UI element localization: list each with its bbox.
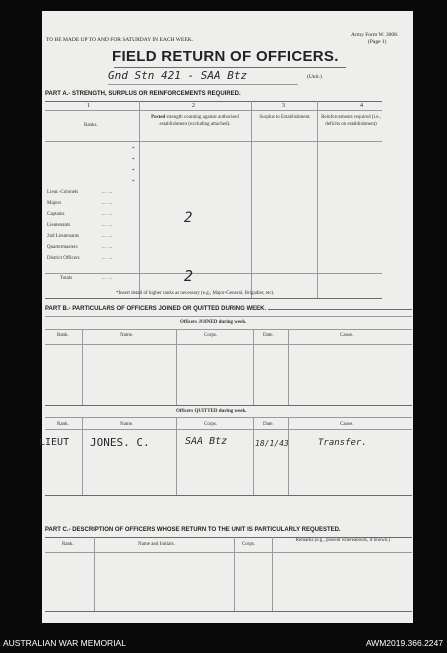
footer-left-text: AUSTRALIAN WAR MEMORIAL	[3, 638, 126, 648]
unit-name: Gnd Stn 421 - SAA Btz	[108, 69, 248, 82]
quitted-col-rank: Rank.	[57, 422, 69, 427]
part-a-footnote: *Insert detail of higher ranks as necessary (e.g., Major-General, Brigadier, etc).	[116, 291, 275, 296]
quitted-corps-value: SAA Btz	[185, 436, 228, 447]
rank-majors: Majors	[47, 201, 62, 206]
joined-col-cause: Cause.	[340, 333, 354, 338]
rank-district-officers: District Officers	[47, 256, 80, 261]
totals-posted-value: 2	[184, 267, 194, 285]
reinforcements-header: Reinforcements required (i.e., deficits on establishment)	[321, 115, 381, 127]
page-number: (Page 1)	[368, 39, 387, 45]
quitted-col-cause: Cause.	[340, 422, 354, 427]
instruction-text: TO BE MADE UP TO AND FOR SATURDAY IN EACH WEEK.	[46, 37, 194, 43]
lieutenants-posted-value: 2	[184, 210, 193, 226]
quitted-col-date: Date.	[263, 422, 274, 427]
col-1-number: 1	[87, 103, 90, 109]
col-3-number: 3	[282, 103, 285, 109]
quitted-col-corps: Corps.	[204, 422, 218, 427]
quitted-date-value: 18/1/43	[255, 439, 289, 448]
partc-col-name: Name and Initials.	[138, 542, 175, 547]
form-number: Army Form W. 3008.	[351, 32, 399, 38]
quitted-col-name: Name.	[120, 422, 134, 427]
form-page: TO BE MADE UP TO AND FOR SATURDAY IN EACH WEEK. Army Form W. 3008. (Page 1) FIELD RETURN OF OFFICERS. Gnd Stn 421 - SAA Btz (Unit.) PART A.- STRENGTH, SURPLUS OR REINFORCEMENTS REQUIRED. 1 2 3 4 Ranks. Posted strength counting against authorised establishment (excluding attached). Surplus to Establishment. Reinforcements required (i.e., deficits on establishment) * * * * Lieut.-Colonels Majors Captains Lieutenants 2nd Lieutenants Quartermasters District Officers ... ... ... ... ... ... ... ... ... ... ... ... ... ... 2 Totals ... ... 2 *Insert detail of higher ranks as necessary (e.g., Major-General, Brigadier, etc). PART B.- PARTICULARS OF OFFICERS JOINED OR QUITTED DURING WEEK. Officers JOINED during week. Rank. Name. Corps. Date. Cause. Officers QUITTED during week. Rank. Name. Corps. Date. Cause. LIEUT JONES. C. SAA Btz 18/1/43 Transfer. PART C.- DESCRIPTION OF OFFICERS WHOSE RETURN TO THE UNIT IS PARTICULARLY REQUESTED. Rank. Name and Initials. Corps. Remarks (e.g., present whereabouts, if known.)	[42, 11, 413, 623]
col-2-number: 2	[192, 103, 195, 109]
quitted-rank-value: LIEUT	[39, 437, 70, 448]
surplus-header: Surplus to Establishment.	[259, 115, 311, 120]
quitted-name-value: JONES. C.	[90, 436, 150, 449]
footer-right-text: AWM2019.366.2247	[365, 638, 443, 648]
partc-col-remarks: Remarks (e.g., present whereabouts, if known.)	[295, 538, 391, 543]
joined-heading: Officers JOINED during week.	[180, 320, 247, 325]
partc-col-rank: Rank.	[62, 542, 74, 547]
form-title: FIELD RETURN OF OFFICERS.	[112, 48, 339, 65]
joined-col-corps: Corps.	[204, 333, 218, 338]
rank-lieutenants: Lieutenants	[47, 223, 71, 228]
part-b-heading: PART B.- PARTICULARS OF OFFICERS JOINED OR QUITTED DURING WEEK.	[45, 306, 267, 312]
joined-col-date: Date.	[263, 333, 274, 338]
posted-header: Posted strength counting against authorised establishment (excluding attached).	[151, 115, 239, 127]
rank-lieut-colonels: Lieut.-Colonels	[47, 190, 79, 195]
ranks-header: Ranks.	[84, 123, 98, 128]
col-4-number: 4	[360, 103, 363, 109]
rank-captains: Captains	[47, 212, 65, 217]
footer-bar	[0, 635, 447, 653]
joined-col-name: Name.	[120, 333, 134, 338]
part-a-heading: PART A.- STRENGTH, SURPLUS OR REINFORCEMENTS REQUIRED.	[45, 91, 241, 97]
part-c-heading: PART C.- DESCRIPTION OF OFFICERS WHOSE RETURN TO THE UNIT IS PARTICULARLY REQUESTED.	[45, 527, 341, 533]
unit-label: (Unit.)	[307, 74, 322, 80]
totals-label: Totals	[60, 276, 73, 281]
rank-2nd-lieutenants: 2nd Lieutenants	[47, 234, 80, 239]
rank-quartermasters: Quartermasters	[47, 245, 78, 250]
quitted-cause-value: Transfer.	[318, 438, 367, 448]
joined-col-rank: Rank.	[57, 333, 69, 338]
partc-col-corps: Corps.	[242, 542, 256, 547]
quitted-heading: Officers QUITTED during week.	[176, 409, 247, 414]
